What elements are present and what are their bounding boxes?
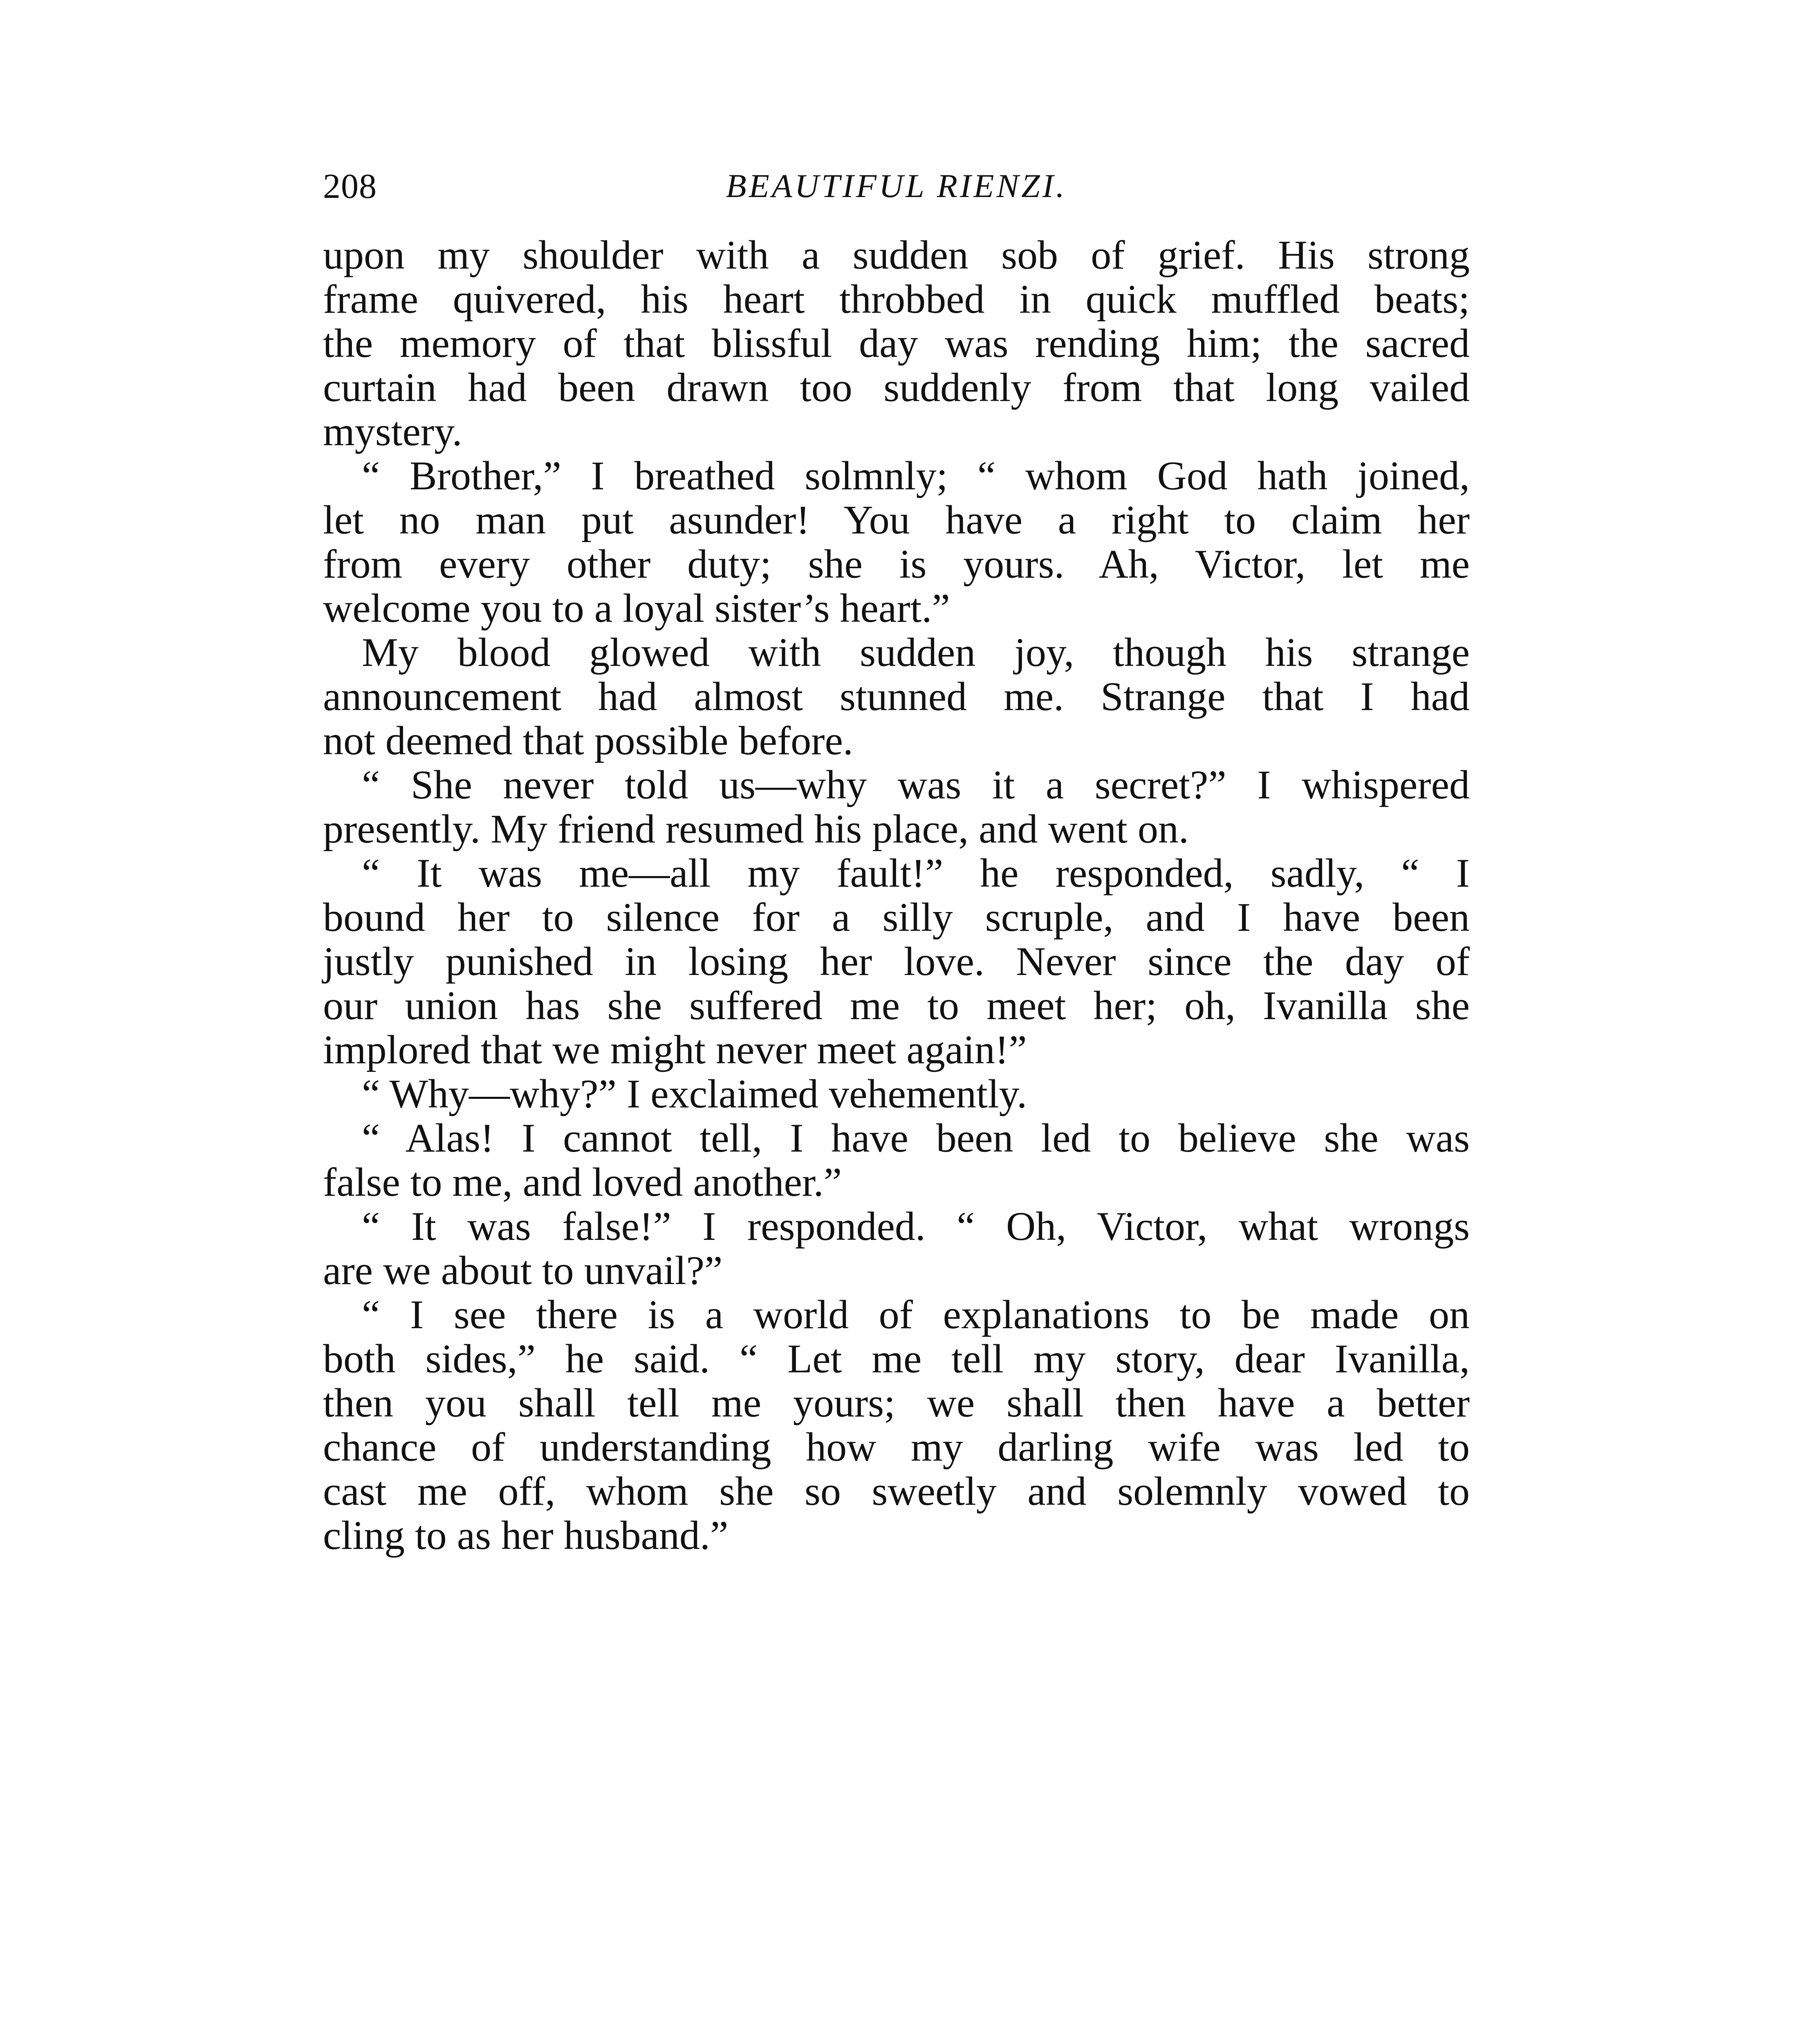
text-line: mystery. (323, 409, 462, 454)
text-line: announcement had almost stunned me. Strange that I had (323, 674, 1470, 719)
text-line: curtain had been drawn too suddenly from that long vailed (323, 365, 1470, 410)
text-line: upon my shoulder with a sudden sob of grief. His strong (323, 232, 1470, 278)
text-line: “ I see there is a world of explanations to be made on (362, 1292, 1470, 1337)
text-line: chance of understanding how my darling wife was led to (323, 1424, 1470, 1470)
text-line: “ She never told us—why was it a secret?” I whispered (362, 762, 1470, 807)
text-line: then you shall tell me yours; we shall then have a better (323, 1380, 1470, 1425)
text-line: the memory of that blissful day was rending him; the sacred (323, 320, 1470, 366)
text-line: frame quivered, his heart throbbed in quick muffled beats; (323, 276, 1470, 322)
text-line: bound her to silence for a silly scruple, and I have been (323, 894, 1470, 940)
body-text (323, 233, 1470, 1558)
page-header (323, 161, 1470, 211)
text-line: both sides,” he said. “ Let me tell my story, dear Ivanilla, (323, 1336, 1470, 1381)
text-line: presently. My friend resumed his place, and went on. (323, 806, 1189, 852)
text-line: “ Why—why?” I exclaimed vehemently. (362, 1071, 1027, 1116)
text-line: from every other duty; she is yours. Ah, Victor, let me (323, 541, 1470, 587)
text-line: not deemed that possible before. (323, 718, 853, 763)
text-line: My blood glowed with sudden joy, though his strange (362, 630, 1470, 675)
text-line: cast me off, whom she so sweetly and solemnly vowed to (323, 1468, 1470, 1514)
text-line: our union has she suffered me to meet her; oh, Ivanilla she (323, 983, 1470, 1028)
text-line: implored that we might never meet again!” (323, 1027, 1027, 1072)
page-number: 208 (323, 166, 377, 206)
text-line: cling to as her husband.” (323, 1513, 729, 1558)
text-line: “ It was me—all my fault!” he responded, sadly, “ I (362, 850, 1470, 896)
text-line: “ Brother,” I breathed solmnly; “ whom God hath joined, (362, 453, 1470, 498)
text-line: justly punished in losing her love. Never since the day of (323, 939, 1470, 984)
text-line: welcome you to a loyal sister’s heart.” (323, 585, 950, 631)
text-line: “ It was false!” I responded. “ Oh, Victor, what wrongs (362, 1204, 1470, 1249)
text-line: let no man put asunder! You have a right to claim her (323, 497, 1470, 542)
running-title: BEAUTIFUL RIENZI. (726, 167, 1067, 204)
text-line: are we about to unvail?” (323, 1248, 723, 1293)
text-line: “ Alas! I cannot tell, I have been led to believe she was (362, 1115, 1470, 1161)
text-line: false to me, and loved another.” (323, 1159, 842, 1205)
